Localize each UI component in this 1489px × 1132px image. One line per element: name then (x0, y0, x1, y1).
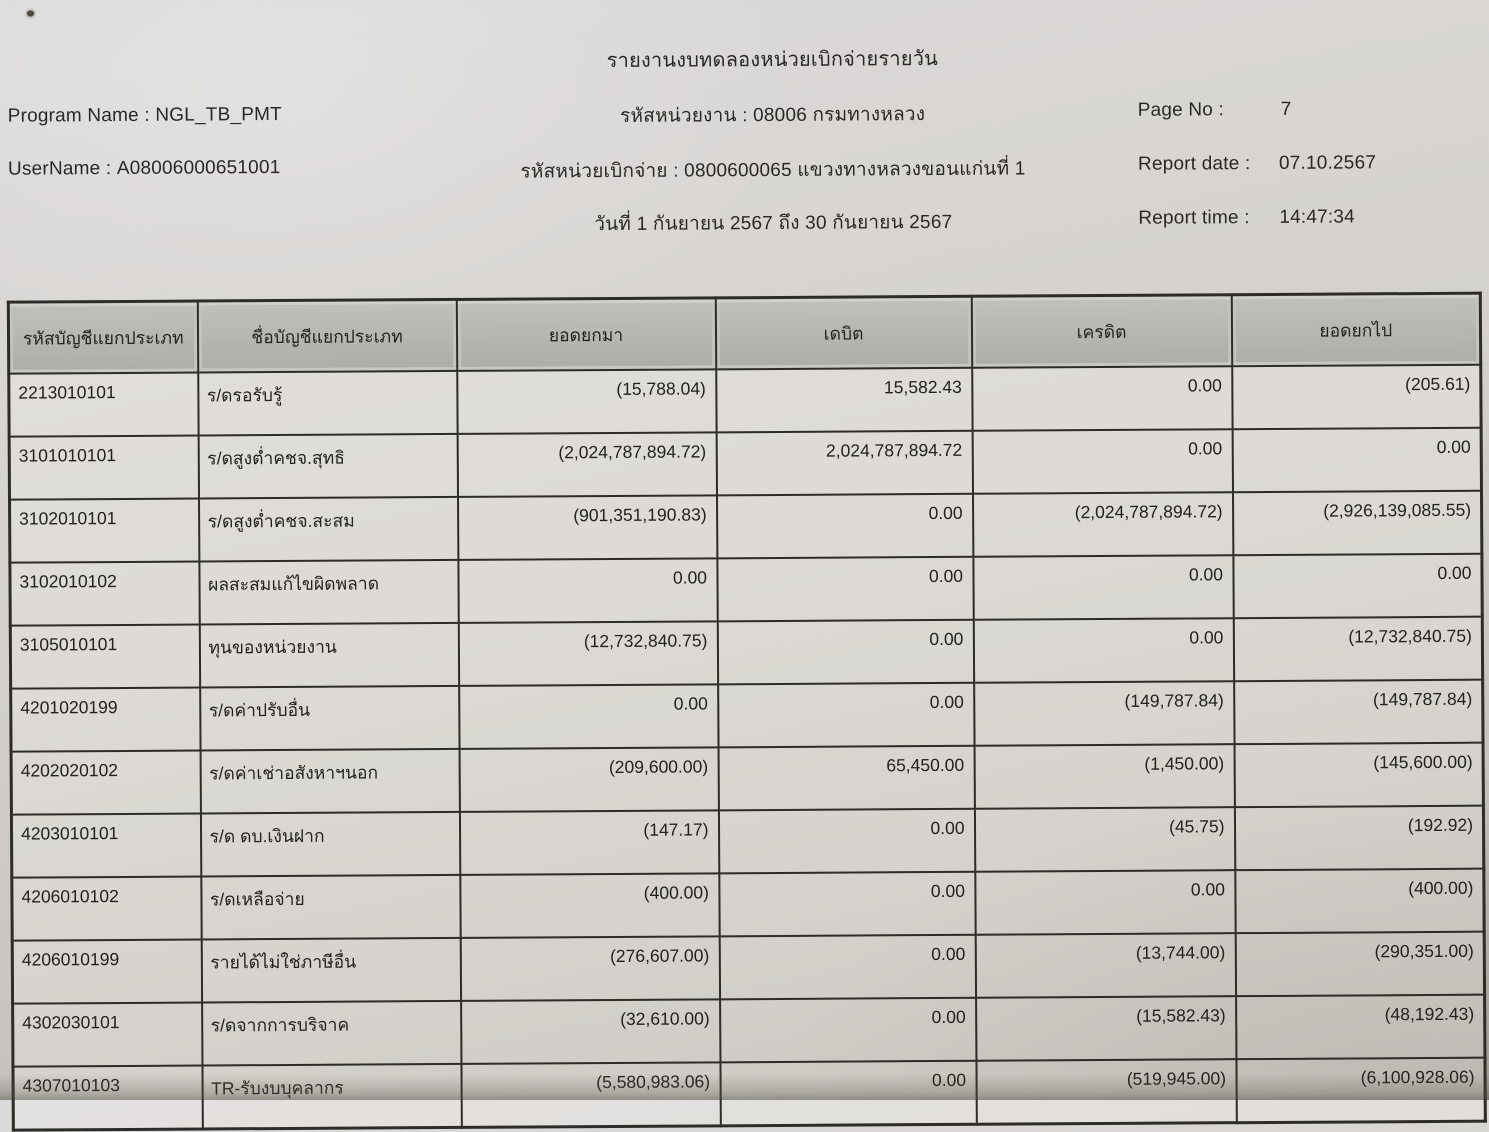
table-row (11, 743, 1483, 815)
cell-debit: 0.00 (720, 1061, 976, 1126)
cell-account-code: 4206010102 (12, 877, 201, 941)
cell-credit: (13,744.00) (975, 933, 1235, 998)
report-time-label: Report time : (1138, 207, 1250, 229)
cell-credit: (45.75) (974, 807, 1234, 872)
table-row (11, 806, 1483, 878)
cell-account-name: TR-รับงบบุคลากร (202, 1064, 461, 1129)
cell-debit: 65,450.00 (718, 746, 974, 811)
cell-debit: 0.00 (719, 872, 975, 937)
cell-account-code: 3101010101 (9, 436, 198, 500)
cell-debit: 0.00 (718, 683, 974, 748)
col-header-credit: เครดิต (971, 295, 1231, 368)
cell-account-name: ผลสะสมแก้ไขผิดพลาด (199, 560, 458, 625)
cell-carry-forward-in: (147.17) (459, 810, 718, 875)
cell-account-name: ร/ดค่าปรับอื่น (200, 686, 459, 751)
table-header-row (8, 293, 1480, 373)
cell-account-name: ร/ดค่าเช่าอสังหาฯนอก (200, 749, 459, 814)
cell-carry-forward-out: (290,351.00) (1235, 932, 1484, 997)
cell-account-code: 3102010102 (10, 562, 199, 626)
cell-carry-forward-out: (400.00) (1235, 869, 1484, 934)
cell-credit: 0.00 (973, 555, 1233, 620)
date-range-line: วันที่ 1 กันยายน 2567 ถึง 30 กันยายน 2567 (594, 211, 953, 236)
cell-carry-forward-out: (205.61) (1232, 365, 1481, 430)
cell-carry-forward-in: (2,024,787,894.72) (457, 432, 716, 497)
cell-carry-forward-in: (276,607.00) (460, 936, 719, 1001)
cell-account-code: 2213010101 (9, 373, 198, 437)
table-row (9, 365, 1481, 437)
cell-debit: 15,582.43 (716, 368, 972, 433)
col-header-account-code: รหัสบัญชีแยกประเภท (8, 301, 197, 374)
cell-account-code: 4201020199 (11, 688, 200, 752)
table-row (10, 617, 1482, 689)
cell-credit: (149,787.84) (974, 681, 1234, 746)
table-row (13, 1058, 1485, 1130)
cell-account-name: ร/ดสูงต่ำคชจ.สุทธิ (198, 434, 457, 499)
report-date-value: 07.10.2567 (1278, 152, 1377, 174)
agency-line: รหัสหน่วยงาน : 08006 กรมทางหลวง (620, 104, 926, 127)
cell-debit: 0.00 (718, 809, 974, 874)
cell-carry-forward-out: (145,600.00) (1234, 743, 1483, 808)
cell-carry-forward-out: 0.00 (1232, 428, 1481, 493)
cell-carry-forward-out: (48,192.43) (1236, 995, 1485, 1060)
cell-carry-forward-in: (32,610.00) (461, 999, 720, 1064)
table-row (10, 554, 1482, 626)
cell-account-code: 3105010101 (10, 625, 199, 689)
report-title: รายงานงบทดลองหน่วยเบิกจ่ายรายวัน (606, 47, 939, 73)
cell-carry-forward-out: 0.00 (1233, 554, 1482, 619)
cell-carry-forward-out: (6,100,928.06) (1236, 1058, 1485, 1123)
cell-credit: (519,945.00) (976, 1059, 1236, 1124)
program-name-label: Program Name : (7, 104, 150, 127)
report-time-value: 14:47:34 (1279, 206, 1355, 228)
program-name-value: NGL_TB_PMT (155, 104, 282, 126)
cell-carry-forward-out: (192.92) (1234, 806, 1483, 871)
cell-account-code: 4307010103 (13, 1066, 202, 1131)
cell-account-name: ร/ดเหลือจ่าย (201, 875, 460, 940)
cell-debit: 0.00 (717, 620, 973, 685)
cell-credit: 0.00 (972, 429, 1232, 494)
cell-credit: (15,582.43) (976, 996, 1236, 1061)
cell-credit: (2,024,787,894.72) (972, 492, 1232, 557)
cell-account-code: 4202020102 (11, 751, 200, 815)
cell-credit: (1,450.00) (974, 744, 1234, 809)
cell-credit: 0.00 (973, 618, 1233, 683)
cell-account-code: 4203010101 (11, 814, 200, 878)
table-row (11, 680, 1483, 752)
table-row (13, 995, 1485, 1067)
cell-account-code: 4302030101 (13, 1003, 202, 1067)
cell-debit: 0.00 (717, 557, 973, 622)
cell-debit: 0.00 (717, 494, 973, 559)
col-header-carry-forward-in: ยอดยกมา (456, 298, 715, 371)
cell-credit: 0.00 (975, 870, 1235, 935)
cell-carry-forward-out: (12,732,840.75) (1233, 617, 1482, 682)
report-date-label: Report date : (1137, 153, 1251, 175)
page-no-value: 7 (1280, 98, 1292, 120)
cell-carry-forward-in: 0.00 (458, 558, 717, 623)
cell-carry-forward-in: (5,580,983.06) (461, 1062, 720, 1127)
username-value: A08006000651001 (116, 157, 281, 180)
col-header-carry-forward-out: ยอดยกไป (1231, 293, 1480, 366)
cell-carry-forward-in: (400.00) (460, 873, 719, 938)
cell-account-name: รายได้ไม่ใช่ภาษีอื่น (201, 938, 460, 1003)
cell-account-name: ร/ดจากการบริจาค (202, 1001, 461, 1066)
trial-balance-table (7, 292, 1487, 1132)
disbursement-line: รหัสหน่วยเบิกจ่าย : 0800600065 แขวงทางหลวงขอนแก่นที่ 1 (520, 158, 1026, 183)
paper-speck (27, 11, 34, 17)
page-no-label: Page No : (1137, 99, 1225, 121)
cell-carry-forward-out: (2,926,139,085.55) (1232, 491, 1481, 556)
program-name-line (8, 104, 282, 128)
table-row (12, 932, 1484, 1004)
cell-account-code: 4206010199 (12, 940, 201, 1004)
cell-credit: 0.00 (972, 366, 1232, 431)
cell-account-name: ร/ดสูงต่ำคชจ.สะสม (199, 497, 458, 562)
cell-account-name: ร/ด ดบ.เงินฝาก (200, 812, 459, 877)
cell-carry-forward-in: 0.00 (459, 684, 718, 749)
cell-debit: 0.00 (720, 998, 976, 1063)
col-header-account-name: ชื่อบัญชีแยกประเภท (197, 299, 456, 372)
col-header-debit: เดบิต (715, 296, 971, 369)
cell-account-name: ร/ดรอรับรู้ (198, 371, 457, 436)
username-line (8, 157, 281, 181)
table-row (9, 428, 1481, 500)
cell-debit: 2,024,787,894.72 (716, 431, 972, 496)
cell-carry-forward-in: (209,600.00) (459, 747, 718, 812)
cell-carry-forward-in: (12,732,840.75) (458, 621, 717, 686)
username-label: UserName : (7, 158, 112, 180)
cell-account-name: ทุนของหน่วยงาน (199, 623, 458, 688)
cell-carry-forward-in: (901,351,190.83) (458, 495, 717, 560)
cell-debit: 0.00 (719, 935, 975, 1000)
cell-account-code: 3102010101 (10, 499, 199, 563)
cell-carry-forward-out: (149,787.84) (1234, 680, 1483, 745)
table-body (9, 365, 1486, 1130)
cell-carry-forward-in: (15,788.04) (457, 369, 716, 434)
table-row (12, 869, 1484, 941)
table-row (10, 491, 1482, 563)
